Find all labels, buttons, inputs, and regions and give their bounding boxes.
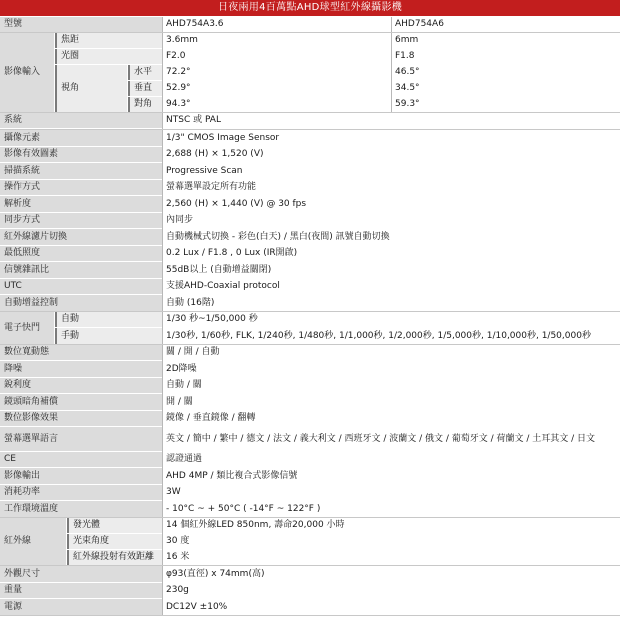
value-ce: 認證通過 <box>163 452 620 467</box>
value-aperture-a: F2.0 <box>163 49 391 64</box>
value-sensor: 1/3" CMOS Image Sensor <box>163 130 620 146</box>
label-weight: 重量 <box>0 583 162 598</box>
label-shutter-manual: 手動 <box>55 328 162 344</box>
value-ir-led: 14 個紅外線LED 850nm, 壽命20,000 小時 <box>163 518 620 533</box>
value-model-b: AHD754A6 <box>392 17 620 32</box>
label-utc: UTC <box>0 279 162 294</box>
value-dimension: φ93(直徑) x 74mm(高) <box>163 566 620 582</box>
label-view-angle: 視角 <box>55 65 127 112</box>
value-sync: 內同步 <box>163 213 620 228</box>
label-osd-language: 螢幕選單語言 <box>0 427 162 451</box>
label-snr: 信號雜訊比 <box>0 262 162 278</box>
label-dnr: 降噪 <box>0 361 162 377</box>
value-weight: 230g <box>163 583 620 598</box>
label-shutter: 電子快門 <box>0 312 54 344</box>
label-ir-led: 發光體 <box>67 518 162 533</box>
label-ir-angle: 光束角度 <box>67 534 162 549</box>
row-divider <box>0 517 620 518</box>
value-utc: 支援AHD-Coaxial protocol <box>163 279 620 294</box>
value-lens-shading: 開 / 關 <box>163 394 620 410</box>
label-system: 系統 <box>0 113 162 128</box>
value-power: DC12V ±10% <box>163 599 620 615</box>
label-vertical: 垂直 <box>128 81 162 96</box>
value-diagonal-a: 94.3° <box>163 97 391 112</box>
row-divider <box>0 344 620 345</box>
value-ir-distance: 16 米 <box>163 550 620 565</box>
label-aperture: 光圈 <box>55 49 162 64</box>
label-ir-cut: 紅外線濾片切換 <box>0 229 162 245</box>
label-effective-pixels: 影像有效圖素 <box>0 147 162 162</box>
value-ir-cut: 自動機械式切換 - 彩色(白天) / 黑白(夜間) 訊號自動切換 <box>163 229 620 245</box>
label-horizontal: 水平 <box>128 65 162 80</box>
value-power-consumption: 3W <box>163 485 620 500</box>
label-shutter-auto: 自動 <box>55 312 162 327</box>
label-focal: 焦距 <box>55 33 162 48</box>
row-divider <box>0 615 620 616</box>
label-wdr: 數位寬動態 <box>0 345 162 360</box>
label-power: 電源 <box>0 599 162 615</box>
value-shutter-auto: 1/30 秒~1/50,000 秒 <box>163 312 620 327</box>
value-snr: 55dB以上 (自動增益關閉) <box>163 262 620 278</box>
value-resolution: 2,560 (H) × 1,440 (V) @ 30 fps <box>163 196 620 212</box>
label-video-input: 影像輸入 <box>0 33 54 112</box>
page-title: 日夜兩用4百萬點AHD球型紅外線攝影機 <box>0 0 620 16</box>
label-ir: 紅外線 <box>0 518 66 565</box>
value-digital-effect: 鏡像 / 垂直鏡像 / 翻轉 <box>163 411 620 426</box>
row-divider <box>0 129 620 130</box>
value-temperature: - 10°C ~ + 50°C ( -14°F ~ 122°F ) <box>163 501 620 517</box>
value-agc: 自動 (16階) <box>163 295 620 311</box>
label-dimension: 外觀尺寸 <box>0 566 162 582</box>
row-divider <box>0 565 620 566</box>
value-system: NTSC 或 PAL <box>163 113 620 128</box>
label-scan: 掃描系統 <box>0 163 162 179</box>
label-video-output: 影像輸出 <box>0 468 162 484</box>
label-temperature: 工作環境溫度 <box>0 501 162 517</box>
label-min-illumination: 最低照度 <box>0 246 162 261</box>
value-wdr: 關 / 開 / 自動 <box>163 345 620 360</box>
column-divider <box>162 17 163 615</box>
label-lens-shading: 鏡頭暗角補償 <box>0 394 162 410</box>
label-resolution: 解析度 <box>0 196 162 212</box>
row-divider <box>0 32 620 33</box>
label-agc: 自動增益控制 <box>0 295 162 311</box>
label-sync: 同步方式 <box>0 213 162 228</box>
value-dnr: 2D降噪 <box>163 361 620 377</box>
label-sensor: 攝像元素 <box>0 130 162 146</box>
value-vertical-a: 52.9° <box>163 81 391 96</box>
label-ce: CE <box>0 452 162 467</box>
value-horizontal-b: 46.5° <box>392 65 620 80</box>
value-sharpness: 自動 / 關 <box>163 378 620 393</box>
label-sharpness: 銳利度 <box>0 378 162 393</box>
label-diagonal: 對角 <box>128 97 162 112</box>
row-divider <box>0 112 620 113</box>
label-power-consumption: 消耗功率 <box>0 485 162 500</box>
value-vertical-b: 34.5° <box>392 81 620 96</box>
value-video-output: AHD 4MP / 類比複合式影像信號 <box>163 468 620 484</box>
value-scan: Progressive Scan <box>163 163 620 179</box>
value-effective-pixels: 2,688 (H) × 1,520 (V) <box>163 147 620 162</box>
value-horizontal-a: 72.2° <box>163 65 391 80</box>
value-shutter-manual: 1/30秒, 1/60秒, FLK, 1/240秒, 1/480秒, 1/1,000秒, 1/2,000秒, 1/5,000秒, 1/10,000秒, 1/50,000秒 <box>163 328 620 344</box>
value-focal-a: 3.6mm <box>163 33 391 48</box>
value-min-illumination: 0.2 Lux / F1.8 , 0 Lux (IR開啟) <box>163 246 620 261</box>
value-focal-b: 6mm <box>392 33 620 48</box>
label-ir-distance: 紅外線投射有效距離 <box>67 550 162 565</box>
label-model: 型號 <box>0 17 162 32</box>
value-operation: 螢幕選單設定所有功能 <box>163 180 620 195</box>
label-operation: 操作方式 <box>0 180 162 195</box>
value-aperture-b: F1.8 <box>392 49 620 64</box>
value-diagonal-b: 59.3° <box>392 97 620 112</box>
value-osd-language: 英文 / 簡中 / 繁中 / 德文 / 法文 / 義大利文 / 西班牙文 / 波蘭文 / 俄文 / 葡萄牙文 / 荷蘭文 / 土耳其文 / 日文 <box>163 427 620 451</box>
label-digital-effect: 數位影像效果 <box>0 411 162 426</box>
value-ir-angle: 30 度 <box>163 534 620 549</box>
row-divider <box>0 311 620 312</box>
value-model-a: AHD754A3.6 <box>163 17 391 32</box>
